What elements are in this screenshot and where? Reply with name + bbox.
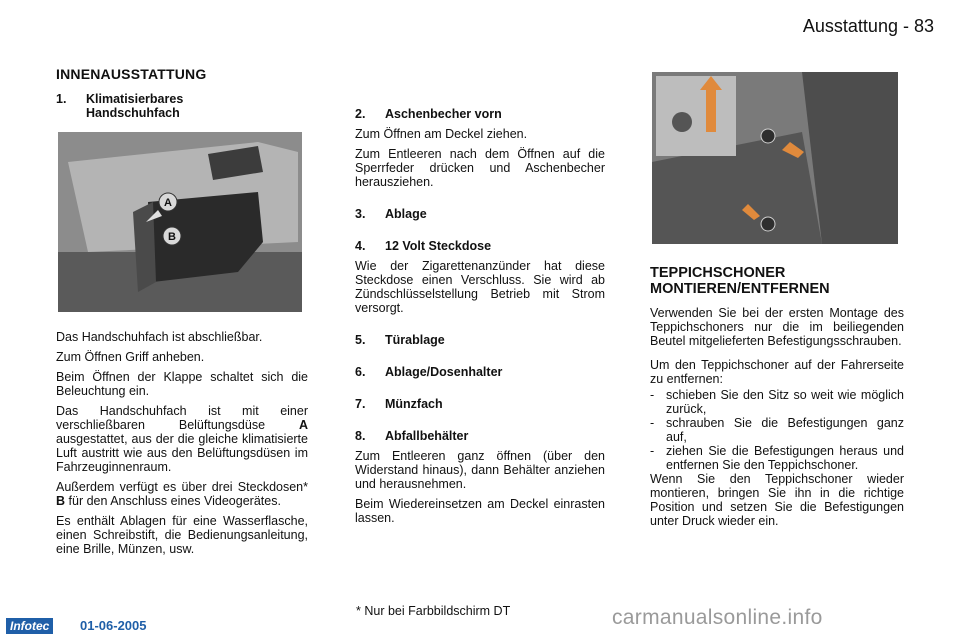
paragraph: Wenn Sie den Teppichschoner wieder montieren, bringen Sie ihn in die richtige Position und setzen Sie die Befestigungen unter Druck wieder ein. bbox=[650, 472, 904, 528]
item-heading bbox=[355, 239, 605, 253]
item-title-line2: Handschuhfach bbox=[86, 106, 180, 120]
paragraph: Es enthält Ablagen für eine Wasserflasche, einen Schreibstift, die Bedienungsanleitung, eine Brille, Münzen, usw. bbox=[56, 514, 308, 556]
paragraph: Zum Entleeren ganz öffnen (über den Widerstand hinaus), dann Behälter anziehen und herausnehmen. bbox=[355, 449, 605, 491]
item-entry bbox=[355, 333, 605, 347]
list-dash: - bbox=[650, 444, 655, 458]
item-number: 5. bbox=[355, 333, 366, 347]
footer-brand: Infotec bbox=[6, 618, 53, 634]
list-item bbox=[650, 444, 904, 472]
paragraph: Um den Teppichschoner auf der Fahrerseite zu entfernen: bbox=[650, 358, 904, 386]
glovebox-description bbox=[56, 330, 308, 562]
item-heading bbox=[355, 333, 605, 347]
item-number: 2. bbox=[355, 107, 366, 121]
arrow-up bbox=[706, 86, 716, 132]
title-line: MONTIEREN/ENTFERNEN bbox=[650, 281, 830, 297]
paragraph: Das Handschuhfach ist abschließbar. bbox=[56, 330, 263, 344]
fastener-bottom bbox=[761, 217, 775, 231]
item-heading bbox=[355, 397, 605, 411]
text-fragment: Außerdem verfügt es über drei Steckdosen* bbox=[56, 480, 308, 494]
item-number: 1. bbox=[56, 92, 67, 106]
floor-mat-instructions bbox=[650, 306, 904, 534]
item-entry bbox=[355, 365, 605, 379]
item-number: 7. bbox=[355, 397, 366, 411]
item-heading bbox=[355, 365, 605, 379]
item-entry bbox=[355, 207, 605, 221]
item-number: 8. bbox=[355, 429, 366, 443]
item-heading bbox=[355, 107, 605, 121]
item-entry bbox=[355, 107, 605, 189]
item-1-heading bbox=[56, 92, 308, 120]
paragraph: Beim Öffnen der Klappe schaltet sich die Beleuchtung ein. bbox=[56, 370, 308, 398]
watermark: carmanualsonline.info bbox=[612, 606, 823, 629]
list-item-text: ziehen Sie die Befestigungen heraus und entfernen Sie den Teppichschoner. bbox=[666, 444, 904, 472]
label-b-ref: B bbox=[56, 494, 66, 508]
item-title: Türablage bbox=[385, 333, 445, 347]
list-item-text: schrauben Sie die Befestigungen ganz auf, bbox=[666, 416, 904, 444]
item-heading bbox=[355, 429, 605, 443]
item-entry bbox=[355, 429, 605, 525]
section-title: INNENAUSSTATTUNG bbox=[56, 66, 207, 82]
item-title: 12 Volt Steckdose bbox=[385, 239, 492, 253]
list-item-text: schieben Sie den Sitz so weit wie möglich zurück, bbox=[666, 388, 904, 416]
item-title: Ablage bbox=[385, 207, 427, 221]
paragraph: Zum Öffnen Griff anheben. bbox=[56, 350, 205, 364]
text-fragment: für den Anschluss eines Videogerätes. bbox=[68, 494, 281, 508]
fastener-top bbox=[761, 129, 775, 143]
item-body bbox=[355, 127, 605, 189]
photo-label-a: A bbox=[164, 197, 172, 209]
list-item bbox=[650, 388, 904, 416]
paragraph-vent bbox=[56, 404, 308, 474]
item-title: Ablage/Dosenhalter bbox=[385, 365, 503, 379]
fastener-detail bbox=[672, 112, 692, 132]
label-a-ref: A bbox=[298, 418, 308, 432]
list-dash: - bbox=[650, 416, 655, 430]
paragraph: Verwenden Sie bei der ersten Montage des Teppichschoners nur die im beiliegenden Beutel mitgelieferten Befestigungsschrauben. bbox=[650, 306, 904, 348]
item-number: 3. bbox=[355, 207, 366, 221]
item-entry bbox=[355, 397, 605, 411]
list-dash: - bbox=[650, 388, 655, 402]
item-body bbox=[355, 259, 605, 315]
text-fragment: Das Handschuhfach ist mit einer verschließbaren Belüftungsdüse bbox=[56, 404, 308, 432]
paragraph: Wie der Zigarettenanzünder hat diese Steckdose einen Verschluss. Sie wird ab Zündschlüsselstellung Betrieb mit Strom versorgt. bbox=[355, 259, 605, 315]
paragraph: Zum Entleeren nach dem Öffnen auf die Sperrfeder drücken und Aschenbecher herausziehen. bbox=[355, 147, 605, 189]
item-title: Münzfach bbox=[385, 397, 443, 411]
floor-mat-section-title bbox=[650, 265, 830, 297]
glovebox-photo bbox=[58, 132, 302, 312]
inset-detail bbox=[656, 76, 736, 156]
footer-date: 01-06-2005 bbox=[80, 618, 147, 633]
item-title: Aschenbecher vorn bbox=[385, 107, 502, 121]
item-entry bbox=[355, 239, 605, 315]
item-title: Klimatisierbares bbox=[86, 92, 184, 106]
footnote: * Nur bei Farbbildschirm DT bbox=[356, 604, 511, 618]
photo-label-b: B bbox=[168, 231, 176, 243]
floor-mat-photo bbox=[652, 72, 898, 244]
item-body bbox=[355, 449, 605, 525]
text-fragment: ausgestattet, aus der die gleiche klimatisierte Luft austritt wie aus den Belüftungsdüsen im Fahrzeuginnenraum. bbox=[56, 432, 308, 474]
items-column bbox=[355, 107, 605, 543]
instruction-list bbox=[650, 388, 904, 472]
paragraph-sockets bbox=[56, 480, 308, 508]
page-header: Ausstattung - 83 bbox=[802, 16, 934, 36]
paragraph: Zum Öffnen am Deckel ziehen. bbox=[355, 127, 528, 141]
list-item bbox=[650, 416, 904, 444]
item-number: 4. bbox=[355, 239, 366, 253]
item-number: 6. bbox=[355, 365, 366, 379]
title-line: TEPPICHSCHONER bbox=[650, 265, 786, 281]
item-heading bbox=[355, 207, 605, 221]
paragraph: Beim Wiedereinsetzen am Deckel einrasten lassen. bbox=[355, 497, 605, 525]
item-title: Abfallbehälter bbox=[385, 429, 469, 443]
